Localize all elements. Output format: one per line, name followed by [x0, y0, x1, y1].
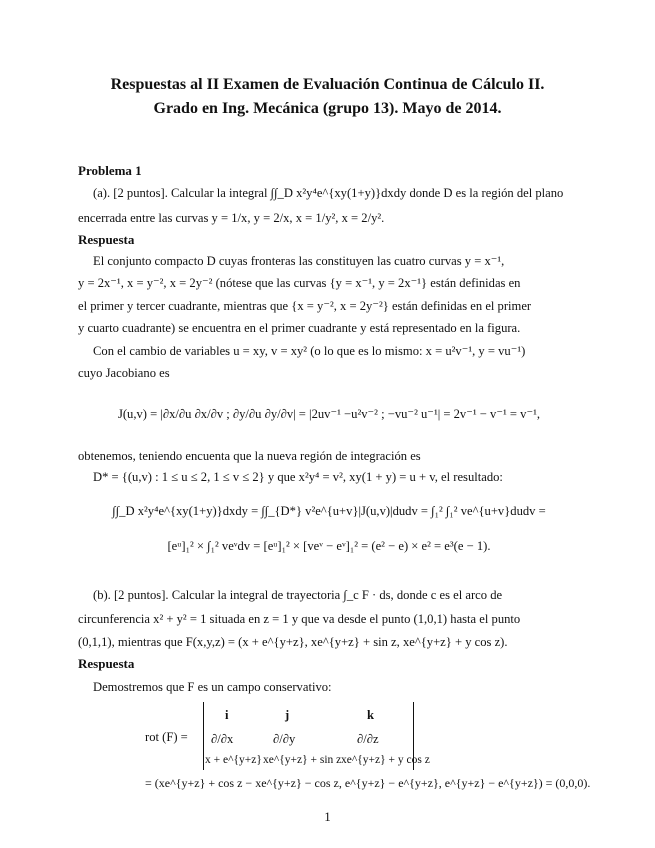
part-b-statement-line-2: circunferencia x² + y² = 1 situada en z = 1 y que va desde el punto (1,0,1) hasta el punto — [78, 612, 521, 626]
curl-result: = (xe^{y+z} + cos z − xe^{y+z} − cos z, e^{y+z} − e^{y+z}, e^{y+z} − e^{y+z}) = (0,0,0). — [145, 776, 591, 790]
field-component-3: xe^{y+z} + y cos z — [341, 754, 430, 766]
answer-a-line-2: y = 2x⁻¹, x = y⁻², x = 2y⁻² (nótese que las curvas {y = x⁻¹, y = 2x⁻¹} están definidas en — [78, 276, 521, 290]
part-a-statement-line-1: (a). [2 puntos]. Calcular la integral ∫∫_D x²y⁴e^{xy(1+y)}dxdy donde D es la región del plano — [93, 186, 564, 200]
answer-a-line-7: obtenemos, teniendo encuenta que la nueva región de integración es — [78, 449, 421, 463]
determinant-left-bar — [203, 702, 204, 770]
jacobian-equation: J(u,v) = |∂x/∂u ∂x/∂v ; ∂y/∂u ∂y/∂v| = |2uv⁻¹ −u²v⁻² ; −vu⁻² u⁻¹| = 2v⁻¹ − v⁻¹ = v⁻¹, — [117, 407, 541, 421]
part-b-statement-line-3: (0,1,1), mientras que F(x,y,z) = (x + e^{y+z}, xe^{y+z} + sin z, xe^{y+z} + y cos z). — [78, 635, 508, 649]
answer-a-line-4: y cuarto cuadrante) se encuentra en el primer cuadrante y está representado en la figura. — [78, 321, 521, 335]
partial-x: ∂/∂x — [211, 732, 234, 746]
answer-b-line-1: Demostremos que F es un campo conservativo: — [93, 680, 332, 694]
problem-heading: Problema 1 — [78, 163, 142, 178]
answer-a-line-6: cuyo Jacobiano es — [78, 366, 170, 380]
answer-a-line-1: El conjunto compacto D cuyas fronteras las constituyen las cuatro curvas y = x⁻¹, — [93, 254, 505, 268]
answer-a-line-3: el primer y tercer cuadrante, mientras que {x = y⁻², x = 2y⁻²} están definidas en el primer — [78, 299, 532, 313]
integral-equation-2: [eᵘ]₁² × ∫₁² veᵛdv = [eᵘ]₁² × [veᵛ − eᵛ]₁² = (e² − e) × e² = e³(e − 1). — [167, 539, 491, 553]
document-title-line-2: Grado en Ing. Mecánica (grupo 13). Mayo de 2014. — [153, 100, 502, 117]
answer-a-line-8: D* = {(u,v) : 1 ≤ u ≤ 2, 1 ≤ v ≤ 2} y que x²y⁴ = v², xy(1 + y) = u + v, el resultado: — [93, 470, 503, 484]
field-component-1: x + e^{y+z} — [205, 754, 262, 766]
part-b-statement-line-1: (b). [2 puntos]. Calcular la integral de trayectoria ∫_c F · ds, donde c es el arco de — [93, 588, 503, 602]
partial-z: ∂/∂z — [357, 732, 379, 746]
unit-vector-i: i — [225, 708, 229, 722]
field-component-2: xe^{y+z} + sin z — [263, 754, 342, 766]
curl-determinant — [145, 702, 445, 772]
partial-y: ∂/∂y — [273, 732, 296, 746]
answer-heading-b: Respuesta — [78, 656, 135, 671]
unit-vector-j: j — [285, 708, 290, 722]
rot-label: rot (F) = — [145, 730, 188, 744]
integral-equation-1: ∫∫_D x²y⁴e^{xy(1+y)}dxdy = ∫∫_{D*} v²e^{u+v}|J(u,v)|dudv = ∫₁² ∫₁² ve^{u+v}dudv = — [112, 504, 546, 518]
answer-a-line-5: Con el cambio de variables u = xy, v = xy² (o lo que es lo mismo: x = u²v⁻¹, y = vu⁻¹) — [93, 344, 526, 358]
page-number: 1 — [324, 809, 331, 824]
answer-heading-a: Respuesta — [78, 232, 135, 247]
unit-vector-k: k — [367, 708, 375, 722]
part-a-statement-line-2: encerrada entre las curvas y = 1/x, y = 2/x, x = 1/y², x = 2/y². — [78, 211, 385, 225]
document-title-line-1: Respuestas al II Examen de Evaluación Continua de Cálculo II. — [110, 76, 545, 93]
